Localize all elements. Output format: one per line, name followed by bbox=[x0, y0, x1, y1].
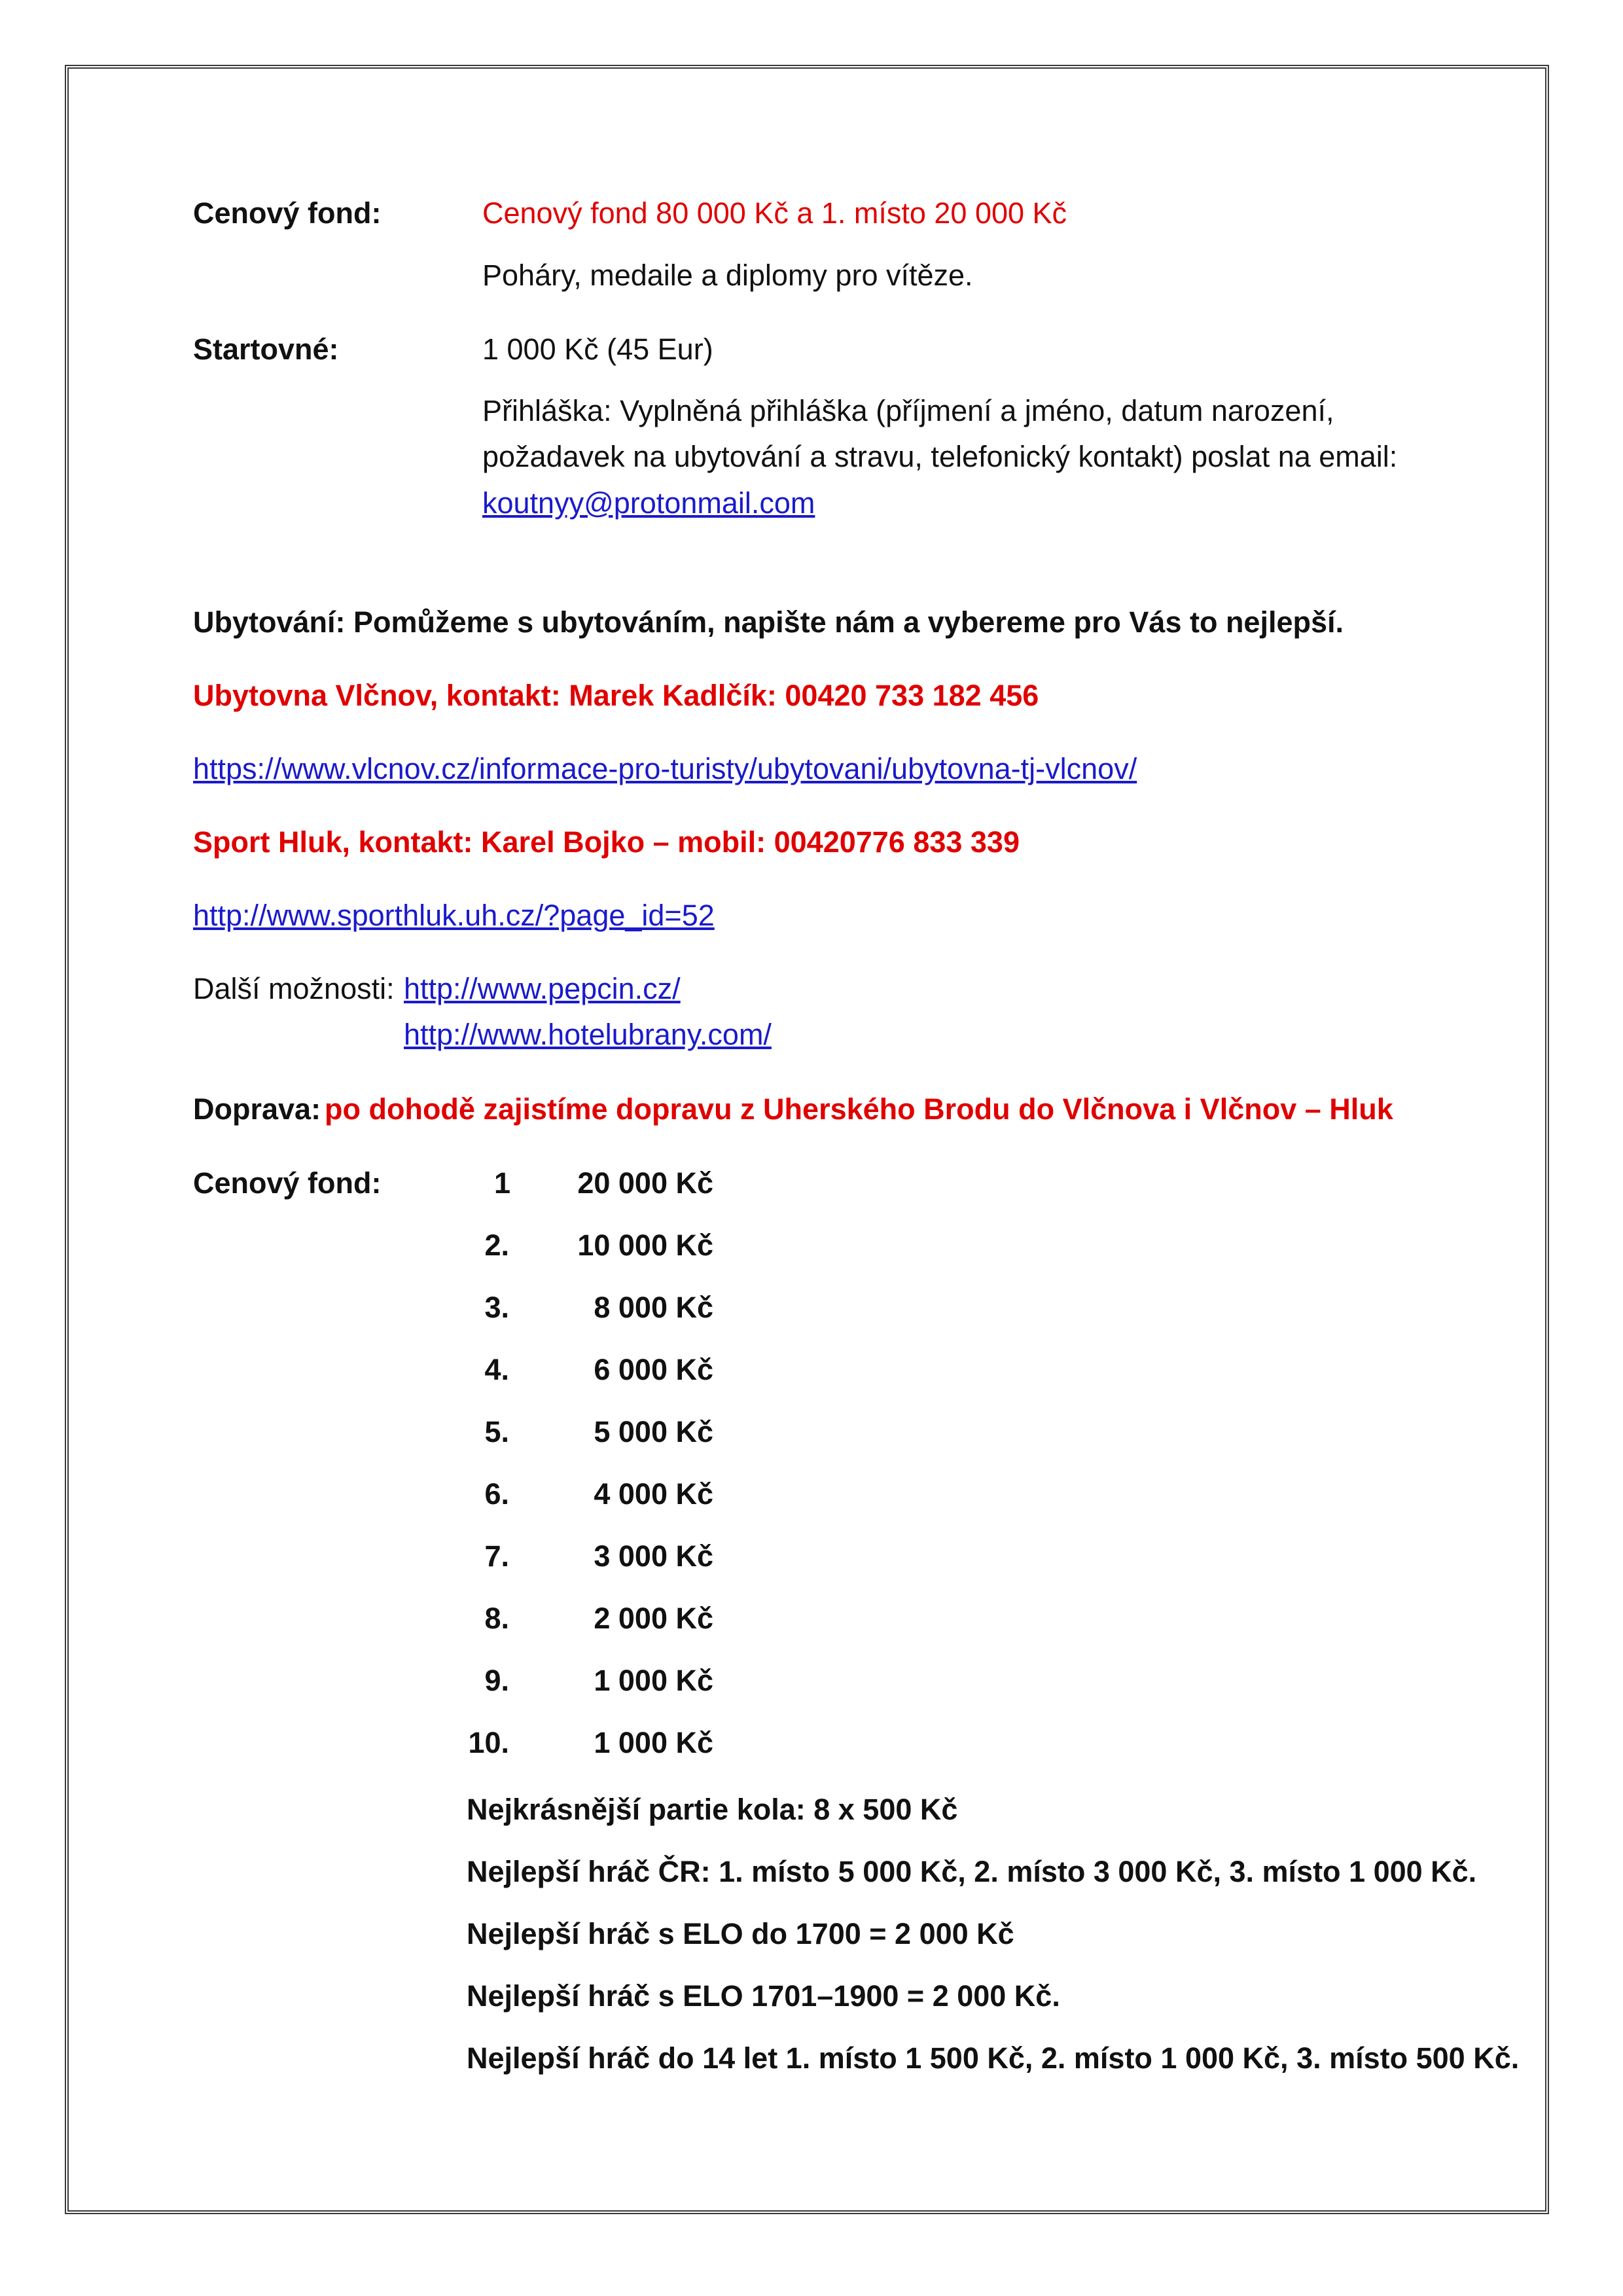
email-link[interactable]: koutnyy@protonmail.com bbox=[482, 486, 815, 520]
transport-label: Doprava: bbox=[193, 1092, 321, 1126]
special-prize: Nejlepší hráč do 14 let 1. místo 1 500 Kč, 2. místo 1 000 Kč, 3. místo 500 Kč. bbox=[467, 2041, 1520, 2075]
prize-fund-text: Cenový fond 80 000 Kč a 1. místo 20 000 Kč bbox=[482, 196, 1067, 230]
application-line: požadavek na ubytování a stravu, telefonický kontakt) poslat na email: bbox=[482, 440, 1398, 473]
special-prize: Nejlepší hráč ČR: 1. místo 5 000 Kč, 2. místo 3 000 Kč, 3. místo 1 000 Kč. bbox=[467, 1855, 1477, 1888]
place-number: 1 bbox=[493, 1166, 510, 1200]
place-number: 10. bbox=[468, 1726, 509, 1759]
entry-fee-label: Startovné: bbox=[193, 332, 339, 366]
prize-amount: 1 000 Kč bbox=[594, 1726, 713, 1759]
vlcnov-url-link[interactable]: https://www.vlcnov.cz/informace-pro-turisty/ubytovani/ubytovna-tj-vlcnov/ bbox=[193, 752, 1137, 785]
special-prize: Nejlepší hráč s ELO do 1700 = 2 000 Kč bbox=[467, 1917, 1014, 1950]
trophies-text: Poháry, medaile a diplomy pro vítěze. bbox=[482, 259, 973, 292]
place-number: 3. bbox=[484, 1291, 509, 1324]
prize-amount: 3 000 Kč bbox=[594, 1539, 713, 1573]
place-number: 7. bbox=[484, 1539, 509, 1573]
prize-amount: 20 000 Kč bbox=[577, 1166, 713, 1200]
prize-table-label: Cenový fond: bbox=[193, 1166, 382, 1200]
hotelubrany-url-link[interactable]: http://www.hotelubrany.com/ bbox=[404, 1018, 772, 1051]
prize-amount: 8 000 Kč bbox=[594, 1291, 713, 1324]
prize-amount: 6 000 Kč bbox=[594, 1353, 713, 1386]
hluk-url-link[interactable]: http://www.sporthluk.uh.cz/?page_id=52 bbox=[193, 899, 715, 932]
prize-amount: 10 000 Kč bbox=[577, 1229, 713, 1262]
place-number: 2. bbox=[484, 1229, 509, 1262]
entry-fee-value: 1 000 Kč (45 Eur) bbox=[482, 332, 713, 366]
prize-amount: 5 000 Kč bbox=[594, 1415, 713, 1448]
pepcin-url-link[interactable]: http://www.pepcin.cz/ bbox=[404, 972, 681, 1005]
hluk-contact: Sport Hluk, kontakt: Karel Bojko – mobil: 00420776 833 339 bbox=[193, 825, 1020, 859]
prize-fund-label: Cenový fond: bbox=[193, 196, 382, 230]
prize-amount: 1 000 Kč bbox=[594, 1664, 713, 1697]
prize-amount: 2 000 Kč bbox=[594, 1602, 713, 1635]
place-number: 5. bbox=[484, 1415, 509, 1448]
application-line: Přihláška: Vyplněná přihláška (příjmení a jméno, datum narození, bbox=[482, 394, 1334, 427]
page-border bbox=[65, 65, 1549, 2214]
prize-amount: 4 000 Kč bbox=[594, 1477, 713, 1511]
vlcnov-contact: Ubytovna Vlčnov, kontakt: Marek Kadlčík: 00420 733 182 456 bbox=[193, 679, 1039, 712]
place-number: 8. bbox=[484, 1602, 509, 1635]
special-prize: Nejkrásnější partie kola: 8 x 500 Kč bbox=[467, 1793, 958, 1826]
special-prize: Nejlepší hráč s ELO 1701–1900 = 2 000 Kč. bbox=[467, 1979, 1060, 2013]
other-options-label: Další možnosti: bbox=[193, 972, 395, 1005]
place-number: 4. bbox=[484, 1353, 509, 1386]
place-number: 9. bbox=[484, 1664, 509, 1697]
accommodation-heading: Ubytování: Pomůžeme s ubytováním, napište nám a vybereme pro Vás to nejlepší. bbox=[193, 605, 1344, 639]
place-number: 6. bbox=[484, 1477, 509, 1511]
transport-text: po dohodě zajistíme dopravu z Uherského Brodu do Vlčnova i Vlčnov – Hluk bbox=[325, 1092, 1393, 1126]
